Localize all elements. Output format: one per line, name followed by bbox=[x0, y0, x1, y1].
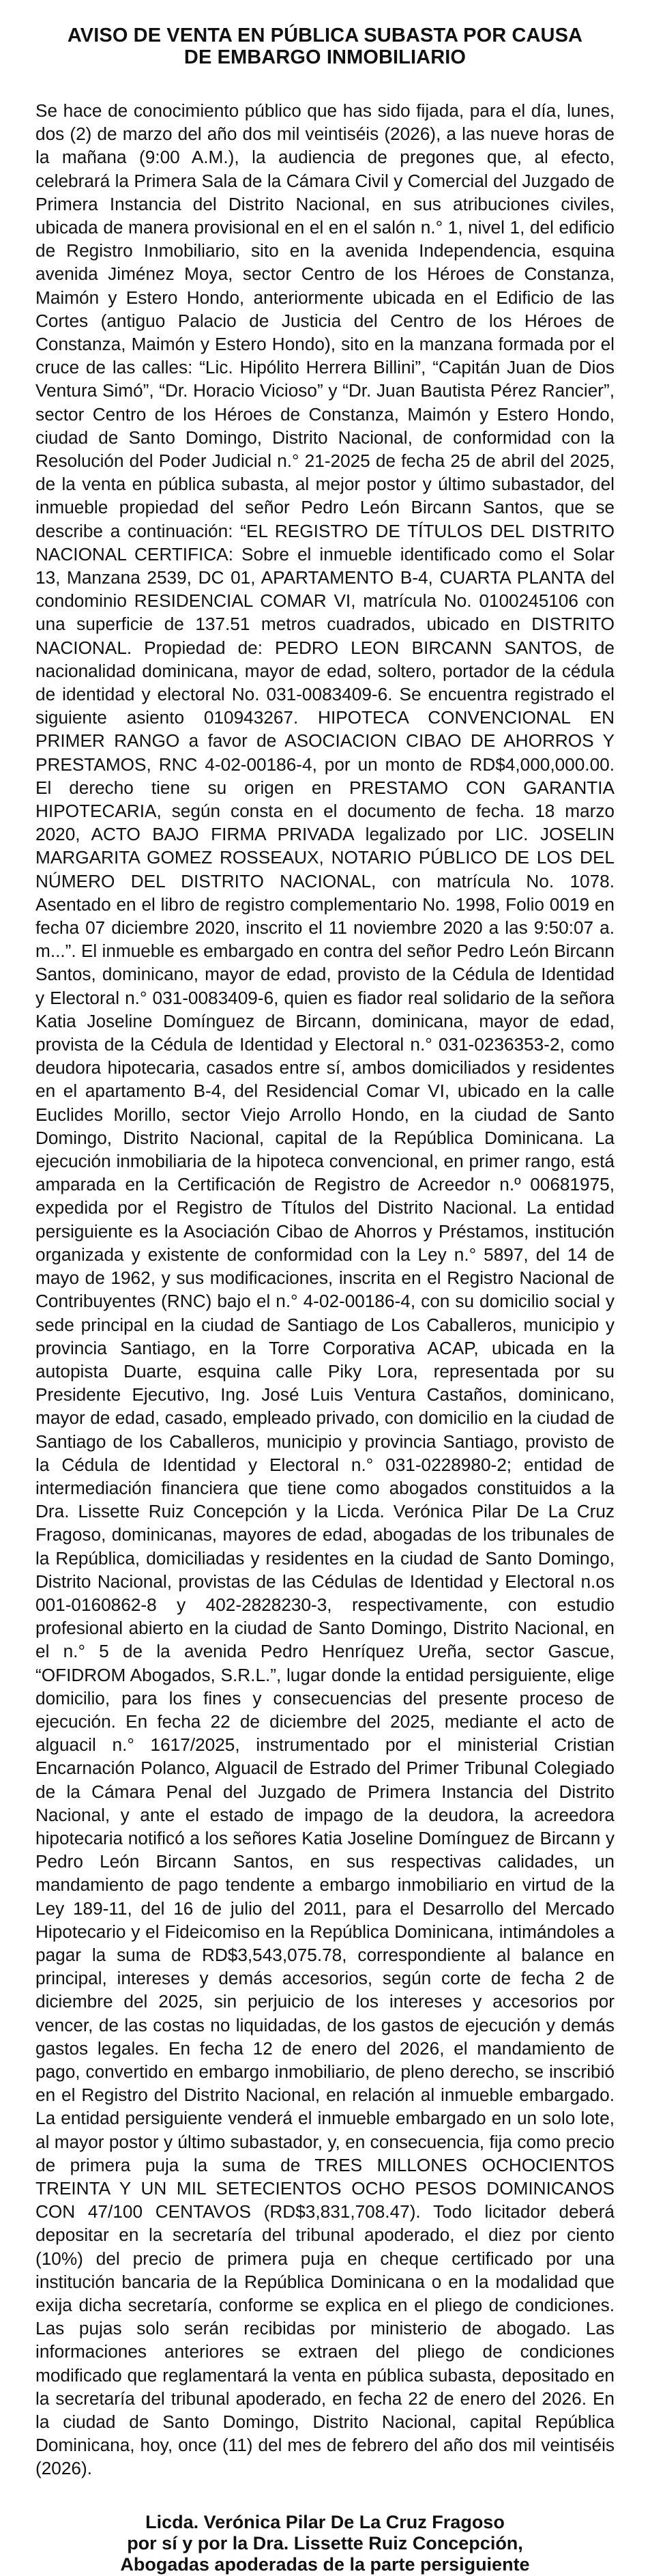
signature-line-1: Licda. Verónica Pilar De La Cruz Fragoso bbox=[145, 2511, 505, 2532]
notice-title-line-2: DE EMBARGO INMOBILIARIO bbox=[183, 46, 467, 69]
signature-line-3: Abogadas apoderadas de la parte persiguiente bbox=[120, 2554, 530, 2575]
notice-title bbox=[35, 25, 615, 69]
notice-title-line-1: AVISO DE VENTA EN PÚBLICA SUBASTA POR CAUSA bbox=[67, 25, 583, 46]
signature-line-2: por sí y por la Dra. Lissette Ruiz Concepción, bbox=[127, 2532, 523, 2553]
notice-body: Se hace de conocimiento público que has sido fijada, para el día, lunes, dos (2) de marzo del año dos mil veintiséis (2026), a las nueve horas de la mañana (9:00 A.M.), la audiencia de pregones que, al efecto, celebrará la Primera Sala de la Cámara Civil y Comercial del Juzgado de Primera Instancia del Distrito Nacional, en sus atribuciones civiles, ubicada de manera provisional en el en el salón n.° 1, nivel 1, del edificio de Registro Inmobiliario, sito en la avenida Independencia, esquina avenida Jiménez Moya, sector Centro de los Héroes de Constanza, Maimón y Estero Hondo, anteriormente ubicada en el Edificio de las Cortes (antiguo Palacio de Justicia del Centro de los Héroes de Constanza, Maimón y Estero Hondo), sito en la manzana formada por el cruce de las calles: “Lic. Hipólito Herrera Billini”, “Capitán Juan de Dios Ventura Simó”, “Dr. Horacio Vicioso” y “Dr. Juan Bautista Pérez Rancier”, sector Centro de los Héroes de Constanza, Maimón y Estero Hondo, ciudad de Santo Domingo, Distrito Nacional, de conformidad con la Resolución del Poder Judicial n.° 21-2025 de fecha 25 de abril del 2025, de la venta en pública subasta, al mejor postor y último subastador, del inmueble propiedad del señor Pedro León Bircann Santos, que se describe a continuación: “EL REGISTRO DE TÍTULOS DEL DISTRITO NACIONAL CERTIFICA: Sobre el inmueble identificado como el Solar 13, Manzana 2539, DC 01, APARTAMENTO B-4, CUARTA PLANTA del condominio RESIDENCIAL COMAR VI, matrícula No. 0100245106 con una superficie de 137.51 metros cuadrados, ubicado en DISTRITO NACIONAL. Propiedad de: PEDRO LEON BIRCANN SANTOS, de nacionalidad dominicana, mayor de edad, soltero, portador de la cédula de identidad y electoral No. 031-0083409-6. Se encuentra registrado el siguiente asiento 010943267. HIPOTECA CONVENCIONAL EN PRIMER RANGO a favor de ASOCIACION CIBAO DE AHORROS Y PRESTAMOS, RNC 4-02-00186-4, por un monto de RD$4,000,000.00. El derecho tiene su origen en PRESTAMO CON GARANTIA HIPOTECARIA, según consta en el documento de fecha. 18 marzo 2020, ACTO BAJO FIRMA PRIVADA legalizado por LIC. JOSELIN MARGARITA GOMEZ ROSSEAUX, NOTARIO PÚBLICO DE LOS DEL NÚMERO DEL DISTRITO NACIONAL, con matrícula No. 1078. Asentado en el libro de registro complementario No. 1998, Folio 0019 en fecha 07 diciembre 2020, inscrito el 11 noviembre 2020 a las 9:50:07 a. m...”. El inmueble es embargado en contra del señor Pedro León Bircann Santos, dominicano, mayor de edad, provisto de la Cédula de Identidad y Electoral n.° 031-0083409-6, quien es fiador real solidario de la señora Katia Joseline Domínguez de Bircann, dominicana, mayor de edad, provista de la Cédula de Identidad y Electoral n.° 031-0236353-2, como deudora hipotecaria, casados entre sí, ambos domiciliados y residentes en el apartamento B-4, del Residencial Comar VI, ubicado en la calle Euclides Morillo, sector Viejo Arrollo Hondo, en la ciudad de Santo Domingo, Distrito Nacional, capital de la República Dominicana. La ejecución inmobiliaria de la hipoteca convencional, en primer rango, está amparada en la Certificación de Registro de Acreedor n.º 00681975, expedida por el Registro de Títulos del Distrito Nacional. La entidad persiguiente es la Asociación Cibao de Ahorros y Préstamos, institución organizada y existente de conformidad con la Ley n.° 5897, del 14 de mayo de 1962, y sus modificaciones, inscrita en el Registro Nacional de Contribuyentes (RNC) bajo el n.° 4-02-00186-4, con su domicilio social y sede principal en la ciudad de Santiago de Los Caballeros, municipio y provincia Santiago, en la Torre Corporativa ACAP, ubicada en la autopista Duarte, esquina calle Piky Lora, representada por su Presidente Ejecutivo, Ing. José Luis Ventura Castaños, dominicano, mayor de edad, casado, empleado privado, con domicilio en la ciudad de Santiago de los Caballeros, municipio y provincia Santiago, provisto de la Cédula de Identidad y Electoral n.° 031-0228980-2; entidad de intermediación financiera que tiene como abogados constituidos a la Dra. Lissette Ruiz Concepción y la Licda. Verónica Pilar De La Cruz Fragoso, dominicanas, mayores de edad, abogadas de los tribunales de la República, domiciliadas y residentes en la ciudad de Santo Domingo, Distrito Nacional, provistas de las Cédulas de Identidad y Electoral n.os 001-0160862-8 y 402-2828230-3, respectivamente, con estudio profesional abierto en la ciudad de Santo Domingo, Distrito Nacional, en el n.° 5 de la avenida Pedro Henríquez Ureña, sector Gascue, “OFIDROM Abogados, S.R.L.”, lugar donde la entidad persiguiente, elige domicilio, para los fines y consecuencias del presente proceso de ejecución. En fecha 22 de diciembre del 2025, mediante el acto de alguacil n.° 1617/2025, instrumentado por el ministerial Cristian Encarnación Polanco, Alguacil de Estrado del Primer Tribunal Colegiado de la Cámara Penal del Juzgado de Primera Instancia del Distrito Nacional, y ante el estado de impago de la deudora, la acreedora hipotecaria notificó a los señores Katia Joseline Domínguez de Bircann y Pedro León Bircann Santos, en sus respectivas calidades, un mandamiento de pago tendente a embargo inmobiliario en virtud de la Ley 189-11, del 16 de julio del 2011, para el Desarrollo del Mercado Hipotecario y el Fideicomiso en la República Dominicana, intimándoles a pagar la suma de RD$3,543,075.78, correspondiente al balance en principal, intereses y demás accesorios, según corte de fecha 2 de diciembre del 2025, sin perjuicio de los intereses y accesorios por vencer, de las costas no liquidadas, de los gastos de ejecución y demás gastos legales. En fecha 12 de enero del 2026, el mandamiento de pago, convertido en embargo inmobiliario, de pleno derecho, se inscribió en el Registro del Distrito Nacional, en relación al inmueble embargado. La entidad persiguiente venderá el inmueble embargado en un solo lote, al mayor postor y último subastador, y, en consecuencia, fija como precio de primera puja la suma de TRES MILLONES OCHOCIENTOS TREINTA Y UN MIL SETECIENTOS OCHO PESOS DOMINICANOS CON 47/100 CENTAVOS (RD$3,831,708.47). Todo licitador deberá depositar en la secretaría del tribunal apoderado, el diez por ciento (10%) del precio de primera puja en cheque certificado por una institución bancaria de la República Dominicana o en la modalidad que exija dicha secretaría, conforme se explica en el pliego de condiciones. Las pujas solo serán recibidas por ministerio de abogado. Las informaciones anteriores se extraen del pliego de condiciones modificado que reglamentará la venta en pública subasta, depositado en la secretaría del tribunal apoderado, en fecha 22 de enero del 2026. En la ciudad de Santo Domingo, Distrito Nacional, capital República Dominicana, hoy, once (11) del mes de febrero del año dos mil veintiséis (2026). bbox=[35, 100, 615, 2479]
signature-block bbox=[35, 2512, 615, 2576]
